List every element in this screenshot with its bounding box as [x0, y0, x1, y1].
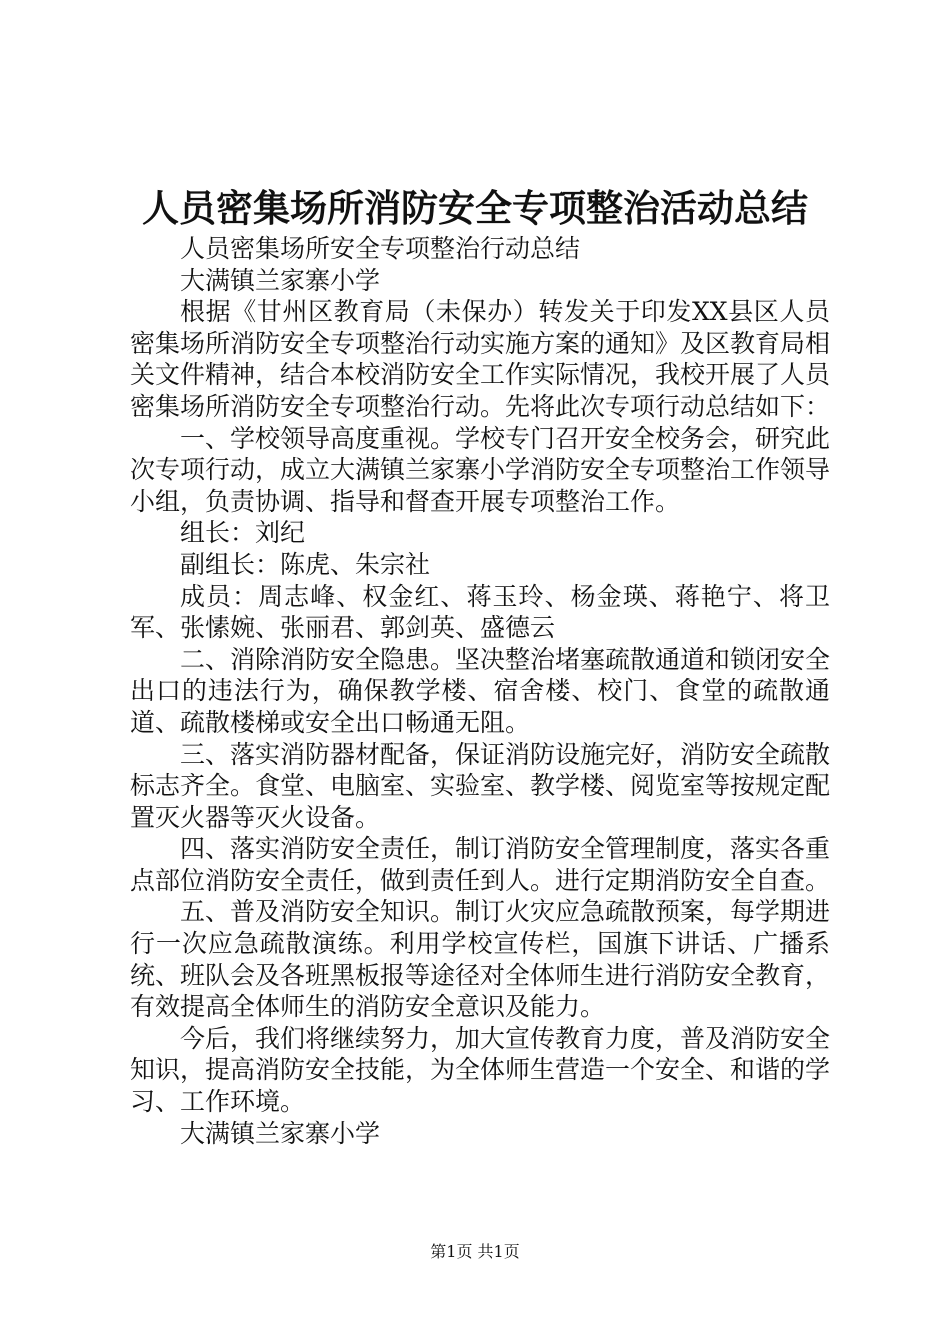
leader-paragraph: 组长：刘纪 [180, 518, 306, 548]
school-name-paragraph: 大满镇兰家寨小学 [180, 265, 381, 295]
signature-paragraph: 大满镇兰家寨小学 [180, 1118, 381, 1148]
conclusion-paragraph: 今后，我们将继续努力，加大宣传教育力度，普及消防安全知识，提高消防安全技能，为全体师生营造一个安全、和谐的学习、工作环境。 [130, 1023, 831, 1117]
intro-paragraph: 根据《甘州区教育局（未保办）转发关于印发XX县区人员密集场所消防安全专项整治行动实施方案的通知》及区教育局相关文件精神，结合本校消防安全工作实际情况，我校开展了人员密集场所消防安全专项整治行动。先将此次专项行动总结如下： [130, 297, 831, 421]
section-one-paragraph: 一、学校领导高度重视。学校专门召开安全校务会，研究此次专项行动，成立大满镇兰家寨小学消防安全专项整治工作领导小组，负责协调、指导和督查开展专项整治工作。 [130, 423, 831, 516]
deputy-leader-paragraph: 副组长：陈虎、朱宗社 [180, 549, 431, 579]
section-two-paragraph: 二、消除消防安全隐患。坚决整治堵塞疏散通道和锁闭安全出口的违法行为，确保教学楼、宿舍楼、校门、食堂的疏散通道、疏散楼梯或安全出口畅通无阻。 [130, 644, 831, 737]
section-five-paragraph: 五、普及消防安全知识。制订火灾应急疏散预案，每学期进行一次应急疏散演练。利用学校宣传栏，国旗下讲话、广播系统、班队会及各班黑板报等途径对全体师生进行消防安全教育，有效提高全体师生的消防安全意识及能力。 [130, 897, 831, 1022]
document-body [130, 233, 830, 1149]
section-four-paragraph: 四、落实消防安全责任，制订消防安全管理制度，落实各重点部位消防安全责任，做到责任到人。进行定期消防安全自查。 [130, 834, 831, 895]
document-title: 人员密集场所消防安全专项整治活动总结 [142, 186, 808, 230]
subtitle-paragraph: 人员密集场所安全专项整治行动总结 [180, 234, 581, 263]
members-paragraph: 成员：周志峰、权金红、蒋玉玲、杨金瑛、蒋艳宁、将卫军、张愫婉、张丽君、郭剑英、盛德云 [130, 581, 830, 643]
page-footer: 第1页 共1页 [430, 1242, 520, 1261]
section-three-paragraph: 三、落实消防器材配备，保证消防设施完好，消防安全疏散标志齐全。食堂、电脑室、实验室、教学楼、阅览室等按规定配置灭火器等灭火设备。 [130, 739, 831, 832]
